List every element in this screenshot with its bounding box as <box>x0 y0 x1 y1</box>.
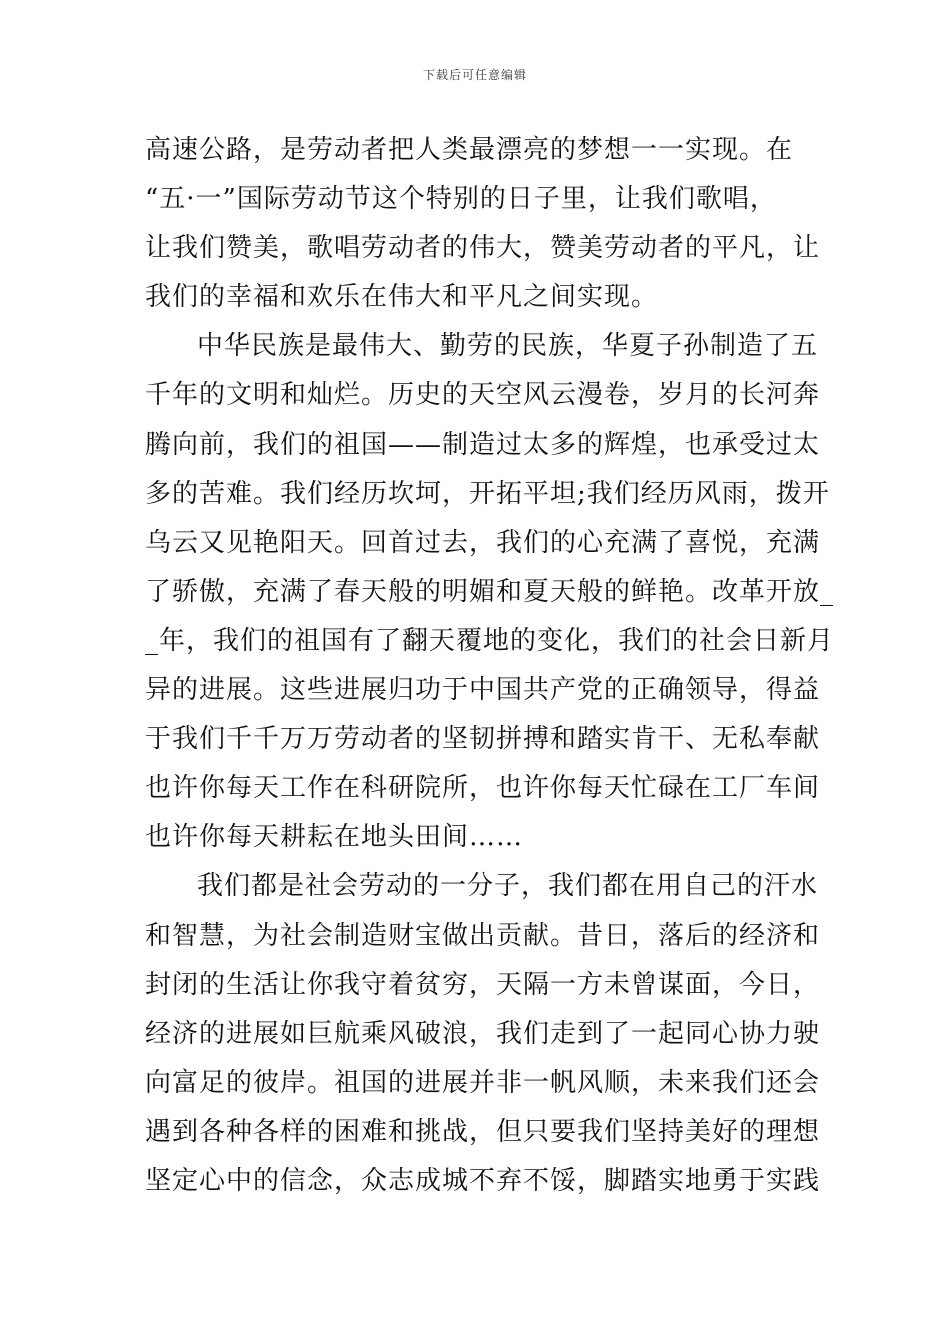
text-line: 异的进展。这些进展归功于中国共产党的正确领导，得益 <box>145 675 821 706</box>
text-line: 乌云又见艳阳天。回首过去，我们的心充满了喜悦，充满 <box>145 527 821 558</box>
text-line: 和智慧，为社会制造财宝做出贡献。昔日，落后的经济和 <box>145 920 821 951</box>
text-line: 也许你每天耕耘在地头田间…… <box>145 822 524 853</box>
document-body <box>145 129 834 1209</box>
text-line: 遇到各种各样的困难和挑战，但只要我们坚持美好的理想 <box>145 1116 821 1147</box>
text-line: 腾向前，我们的祖国——制造过太多的辉煌，也承受过太 <box>145 429 821 460</box>
page-header: 下载后可任意编辑 <box>422 68 527 82</box>
text-line: 经济的进展如巨航乘风破浪，我们走到了一起同心协力驶 <box>145 1018 821 1049</box>
text-line: 千年的文明和灿烂。历史的天空风云漫卷，岁月的长河奔 <box>145 380 821 411</box>
text-line: 封闭的生活让你我守着贫穷，天隔一方未曾谋面，今日， <box>145 969 821 1000</box>
text-line: 多的苦难。我们经历坎坷，开拓平坦;我们经历风雨，拨开 <box>145 478 830 509</box>
text-line: 中华民族是最伟大、勤劳的民族，华夏子孙制造了五 <box>197 331 819 362</box>
text-line: “五·一”国际劳动节这个特别的日子里，让我们歌唱， <box>145 184 777 215</box>
text-line: 让我们赞美，歌唱劳动者的伟大，赞美劳动者的平凡，让 <box>145 233 821 264</box>
text-line: 我们都是社会劳动的一分子，我们都在用自己的汗水 <box>197 871 819 902</box>
text-line: 高速公路，是劳动者把人类最漂亮的梦想一一实现。在 <box>145 135 794 165</box>
text-line: 坚定心中的信念，众志成城不弃不馁，脚踏实地勇于实践 <box>145 1165 821 1196</box>
text-line: 我们的幸福和欢乐在伟大和平凡之间实现。 <box>145 282 659 313</box>
text-line: 于我们千千万万劳动者的坚韧拼搏和踏实肯干、无私奉献 <box>145 724 821 755</box>
text-line: 也许你每天工作在科研院所，也许你每天忙碌在工厂车间 <box>145 773 821 804</box>
text-line: 了骄傲，充满了春天般的明媚和夏天般的鲜艳。改革开放_ <box>145 576 835 607</box>
text-line: 向富足的彼岸。祖国的进展并非一帆风顺，未来我们还会 <box>145 1067 821 1098</box>
text-line: _年，我们的祖国有了翻天覆地的变化，我们的社会日新月 <box>145 625 835 656</box>
